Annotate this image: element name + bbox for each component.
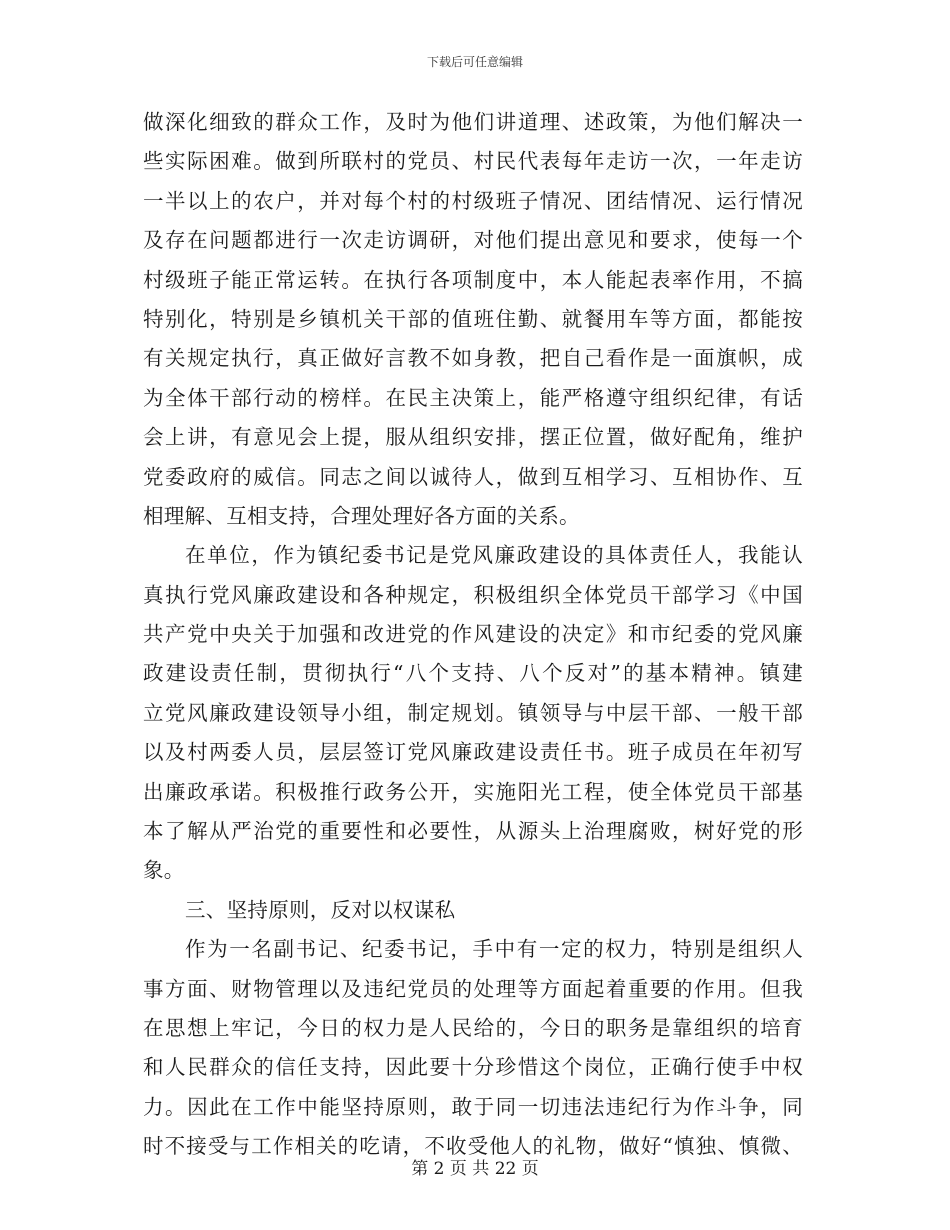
text-line: 政建设责任制，贯彻执行“八个支持、八个反对”的基本精神。镇建	[143, 661, 803, 686]
text-line: 会上讲，有意见会上提，服从组织安排，摆正位置，做好配角，维护	[143, 425, 803, 450]
page-header: 下载后可任意编辑	[426, 55, 523, 69]
text-line: 出廉政承诺。积极推行政务公开，实施阳光工程，使全体党员干部基	[143, 779, 803, 804]
text-line: 做深化细致的群众工作，及时为他们讲道理、述政策，为他们解决一	[143, 110, 803, 134]
text-line: 力。因此在工作中能坚持原则，敢于同一切违法违纪行为作斗争，同	[143, 1094, 803, 1119]
text-line: 相理解、互相支持，合理处理好各方面的关系。	[143, 503, 580, 528]
text-line: 些实际困难。做到所联村的党员、村民代表每年走访一次，一年走访	[143, 149, 803, 174]
text-line: 以及村两委人员，层层签订党风廉政建设责任书。班子成员在年初写	[143, 740, 803, 765]
text-line: 村级班子能正常运转。在执行各项制度中，本人能起表率作用，不搞	[143, 267, 803, 292]
text-line: 为全体干部行动的榜样。在民主决策上，能严格遵守组织纪律，有话	[143, 385, 803, 410]
text-line: 真执行党风廉政建设和各种规定，积极组织全体党员干部学习《中国	[143, 582, 803, 607]
text-line: 和人民群众的信任支持，因此要十分珍惜这个岗位，正确行使手中权	[143, 1055, 803, 1080]
text-line: 一半以上的农户，并对每个村的村级班子情况、团结情况、运行情况	[143, 188, 803, 213]
text-line: 立党风廉政建设领导小组，制定规划。镇领导与中层干部、一般干部	[143, 700, 803, 725]
text-line: 在单位，作为镇纪委书记是党风廉政建设的具体责任人，我能认	[185, 543, 803, 568]
text-line: 事方面、财物管理以及违纪党员的处理等方面起着重要的作用。但我	[143, 976, 803, 1001]
text-line: 象。	[143, 858, 185, 883]
text-line: 三、坚持原则，反对以权谋私	[185, 897, 456, 922]
text-line: 有关规定执行，真正做好言教不如身教，把自己看作是一面旗帜，成	[143, 346, 803, 371]
text-line: 特别化，特别是乡镇机关干部的值班住勤、就餐用车等方面，都能按	[143, 306, 803, 331]
text-line: 时不接受与工作相关的吃请，不收受他人的礼物，做好“慎独、慎微、	[143, 1134, 803, 1159]
text-line: 共产党中央关于加强和改进党的作风建设的决定》和市纪委的党风廉	[143, 622, 803, 647]
page-number: 第 2 页 共 22 页	[411, 1159, 539, 1179]
document-body	[143, 103, 803, 1167]
text-line: 本了解从严治党的重要性和必要性，从源头上治理腐败，树好党的形	[143, 819, 803, 844]
text-line: 及存在问题都进行一次走访调研，对他们提出意见和要求，使每一个	[143, 228, 803, 253]
text-line: 在思想上牢记，今日的权力是人民给的，今日的职务是靠组织的培育	[143, 1015, 803, 1040]
text-line: 作为一名副书记、纪委书记，手中有一定的权力，特别是组织人	[185, 937, 803, 962]
text-line: 党委政府的威信。同志之间以诚待人，做到互相学习、互相协作、互	[143, 464, 803, 489]
